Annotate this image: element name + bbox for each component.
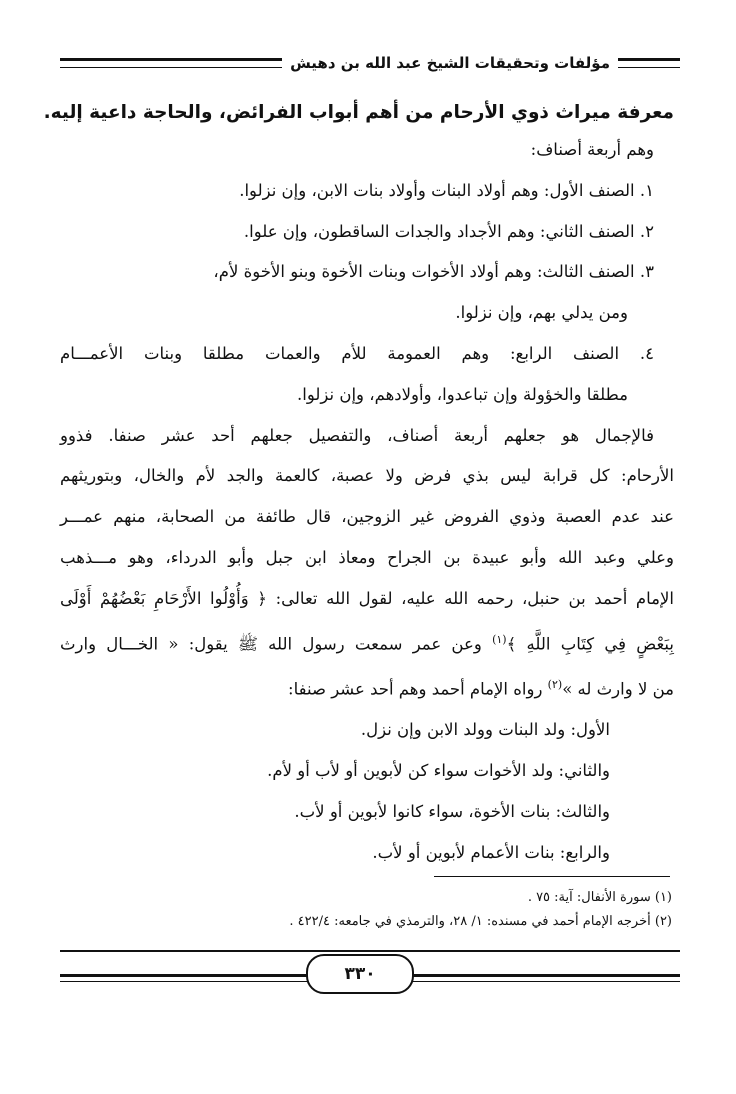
- type-3: والثالث: بنات الأخوة، سواء كانوا لأبوين أو لأب.: [294, 801, 610, 821]
- header-title: مؤلفات وتحقيقات الشيخ عبد الله بن دهيش: [290, 54, 610, 72]
- footnote-separator: [434, 876, 670, 877]
- paragraph-line-5: الإمام أحمد بن حنبل، رحمه الله عليه، لقول الله تعالى: ﴿ وَأُوْلُوا الأَرْحَامِ بَعْضُهُمْ أَوْلَى: [60, 588, 674, 608]
- header-rule-right: [618, 58, 680, 68]
- paragraph-line-3: عند عدم العصبة وذوي الفروض غير الزوجين، قال طائفة من الصحابة، منهم عمـــر: [60, 507, 674, 527]
- type-4: والرابع: بنات الأعمام لأبوين أو لأب.: [372, 842, 610, 862]
- page-footer: [60, 950, 680, 996]
- category-4: ٤. الصنف الرابع: وهم العمومة للأم والعمات مطلقا وبنات الأعمـــام: [60, 343, 654, 363]
- paragraph-line-4: وعلي وعبد الله وأبو عبيدة بن الجراح ومعاذ ابن جبل وأبو الدرداء، وهو مـــذهب: [60, 547, 674, 567]
- type-1: الأول: ولد البنات وولد الابن وإن نزل.: [360, 720, 610, 740]
- hadith-intro: وعن عمر سمعت رسول الله ﷺ يقول: « الخـــال وارث: [60, 634, 493, 654]
- type-2: والثاني: ولد الأخوات سواء كن لأبوين أو لأب أو لأم.: [267, 760, 610, 780]
- footnote-1: (١) سورة الأنفال: آية: ٧٥ .: [527, 890, 672, 905]
- footnote-ref-1[interactable]: (١): [492, 632, 507, 646]
- footnote-ref-2[interactable]: (٢): [547, 677, 563, 691]
- header-rule-left: [60, 58, 282, 68]
- hadith-end: من لا وارث له »: [562, 679, 674, 699]
- category-3-continued: ومن يدلي بهم، وإن نزلوا.: [455, 303, 628, 323]
- footnotes: [60, 886, 672, 934]
- category-4-continued: مطلقا والخؤولة وإن تباعدوا، وأولادهم، وإن نزلوا.: [297, 384, 628, 404]
- footer-rule-top: [60, 950, 680, 952]
- category-1: ١. الصنف الأول: وهم أولاد البنات وأولاد بنات الابن، وإن نزلوا.: [239, 180, 654, 200]
- paragraph-line-7: [60, 665, 674, 710]
- narration-note: رواه الإمام أحمد وهم أحد عشر صنفا:: [288, 679, 548, 699]
- paragraph-line-6: [60, 620, 674, 665]
- quran-verse-end: بِبَعْضٍ فِي كِتَابِ اللَّهِ ﴾: [506, 634, 674, 654]
- paragraph-line-1: فالإجمال هو جعلهم أربعة أصناف، والتفصيل جعلهم أحد عشر صنفا. فذوو: [60, 425, 654, 445]
- lead-heading: معرفة ميراث ذوي الأرحام من أهم أبواب الفرائض، والحاجة داعية إليه.: [43, 102, 674, 123]
- main-text: [43, 96, 674, 873]
- paragraph-line-2: الأرحام: كل قرابة ليس بذي فرض ولا عصبة، كالعمة والجد لأم والخال، وبتوريثهم: [60, 466, 674, 486]
- page-number: ٣٣٠: [306, 954, 414, 994]
- footnote-2: (٢) أخرجه الإمام أحمد في مسنده: ١/ ٢٨، والترمذي في جامعه: ٤٢٢/٤ .: [289, 914, 672, 929]
- intro-line: وهم أربعة أصناف:: [530, 140, 654, 159]
- running-header: [60, 48, 680, 78]
- category-2: ٢. الصنف الثاني: وهم الأجداد والجدات الساقطون، وإن علوا.: [243, 221, 654, 241]
- category-3: ٣. الصنف الثالث: وهم أولاد الأخوات وبنات الأخوة وبنو الأخوة لأم،: [213, 262, 654, 282]
